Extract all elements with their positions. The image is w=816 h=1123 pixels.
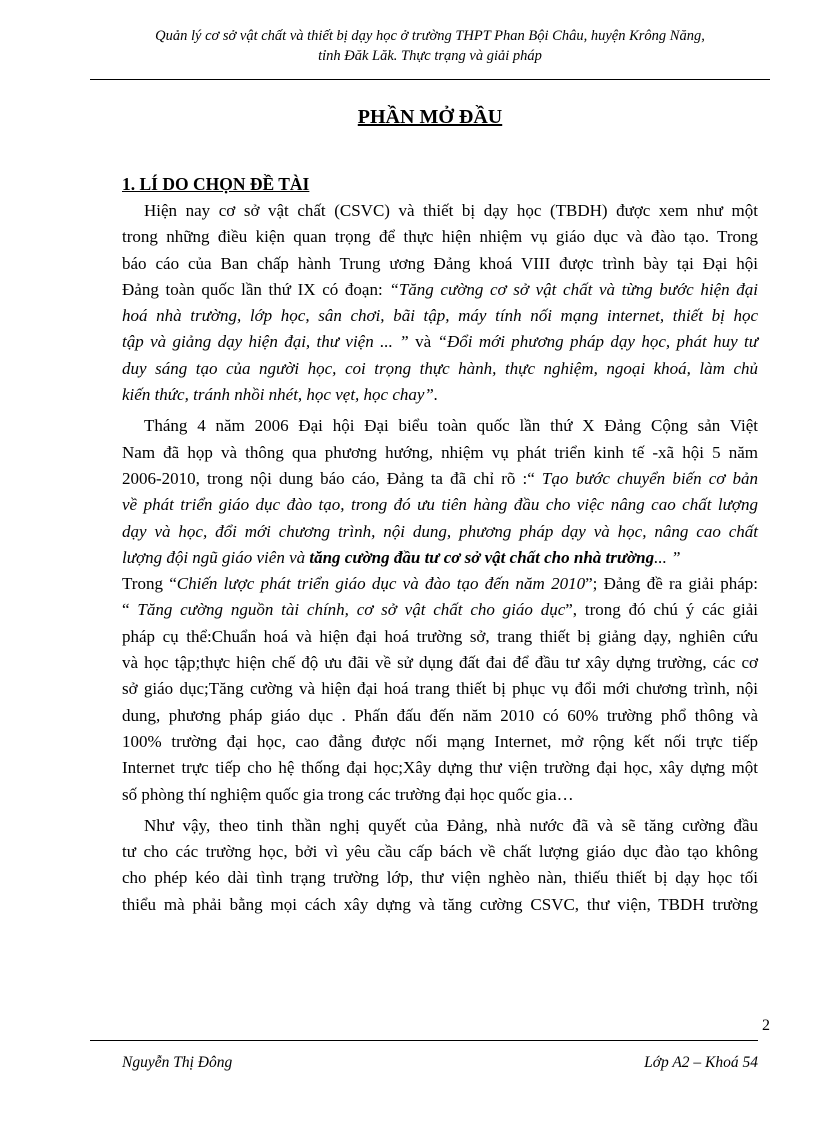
emphasis-run: tăng cường đầu tư cơ sở vật chất cho nhà trường	[309, 547, 655, 567]
quote-run: Tăng cường nguồn tài chính, cơ sở vật chất cho giáo dục	[137, 600, 566, 620]
header-divider	[90, 79, 770, 80]
quote-run: “Tăng cường cơ sở vật chất và từng bước hiện đại	[389, 279, 758, 299]
text-line: pháp cụ thể:Chuẩn hoá và hiện đại hoá trường sở, trang thiết bị giảng dạy, nghiên cứu	[122, 626, 758, 646]
footer-class: Lớp A2 – Khoá 54	[644, 1054, 758, 1071]
text-line: số phòng thí nghiệm quốc gia trong các trường đại học quốc gia…	[122, 784, 574, 804]
section-heading: 1. LÍ DO CHỌN ĐỀ TÀI	[122, 174, 310, 194]
quote-run: ... ”	[654, 547, 681, 567]
text-run: “	[122, 600, 138, 620]
text-line: hoá nhà trường, lớp học, sân chơi, bãi tập, máy tính nối mạng internet, thiết bị học	[122, 306, 758, 326]
body-text	[122, 170, 758, 918]
text-line: Hiện nay cơ sở vật chất (CSVC) và thiết bị dạy học (TBDH) được xem như một	[144, 201, 758, 220]
text-run: 2006-2010, trong nội dung báo cáo, Đảng ta đã chỉ rõ :“	[122, 468, 542, 488]
page-title-text: PHẦN MỞ ĐẦU	[357, 106, 503, 128]
text-line: Tháng 4 năm 2006 Đại hội Đại biểu toàn quốc lần thứ X Đảng Cộng sản Việt	[144, 416, 758, 436]
text-line	[122, 466, 758, 492]
text-line: cho phép kéo dài tình trạng trường lớp, thư viện nghèo nàn, thiếu thiết bị dạy học tối	[122, 868, 758, 888]
text-line	[122, 329, 758, 355]
footer-author: Nguyễn Thị Đông	[122, 1054, 233, 1071]
text-line: kiến thức, tránh nhồi nhét, học vẹt, học chay”.	[122, 385, 439, 405]
text-line: 100% trường đại học, cao đẳng được nối mạng Internet, mở rộng kết nối trực tiếp	[122, 731, 758, 751]
page-number: 2	[762, 1017, 770, 1034]
text-line: Internet trực tiếp cho hệ thống đại học;Xây dựng thư viện trường đại học, xây dựng một	[122, 758, 758, 778]
text-line	[122, 545, 758, 571]
text-line: dạy và học, đổi mới chương trình, nội dung, phương pháp dạy và học, nâng cao chất	[122, 521, 758, 541]
text-line: sở giáo dục;Tăng cường và hiện đại hoá trang thiết bị phục vụ đổi mới chương trình, nội	[122, 679, 758, 699]
header-line-2: tỉnh Đăk Lăk. Thực trạng và giải pháp	[318, 48, 542, 64]
text-line: thiểu mà phải bằng mọi cách xây dựng và tăng cường CSVC, thư viện, TBDH trường	[122, 894, 758, 914]
quote-run: “Đổi mới phương pháp dạy học, phát huy tư	[437, 332, 759, 352]
text-line: về phát triển giáo dục đào tạo, trong đó ưu tiên hàng đầu cho việc nâng cao chất lượng	[122, 495, 758, 515]
running-header	[90, 26, 770, 66]
quote-run: lượng đội ngũ giáo viên và	[122, 547, 310, 567]
text-run: Đảng toàn quốc lần thứ IX có đoạn:	[122, 279, 390, 299]
text-run: ”, trong đó chú ý các giải	[565, 600, 758, 620]
quote-run: tập và giảng dạy hiện đại, thư viện ... ”	[122, 332, 409, 352]
text-line: trong những điều kiện quan trọng để thực hiện nhiệm vụ giáo dục và đào tạo. Trong	[122, 227, 758, 247]
text-line: Như vậy, theo tinh thần nghị quyết của Đảng, nhà nước đã và sẽ tăng cường đầu	[144, 815, 758, 835]
text-line: duy sáng tạo của người học, coi trọng thực hành, thực nghiệm, ngoại khoá, làm chủ	[122, 358, 758, 378]
text-line: Nam đã họp và thông qua phương hướng, nhiệm vụ phát triển kinh tế -xã hội 5 năm	[122, 442, 758, 462]
text-line	[122, 277, 758, 303]
quote-run: Tạo bước chuyển biến cơ bản	[541, 468, 758, 488]
text-line: dung, phương pháp giáo dục . Phấn đấu đến năm 2010 có 60% trường phổ thông và	[122, 705, 758, 725]
text-line: báo cáo của Ban chấp hành Trung ương Đảng khoá VIII được trình bày tại Đại hội	[122, 253, 758, 273]
text-line	[122, 597, 758, 623]
footer-divider	[90, 1040, 758, 1041]
text-run: ”; Đảng đề ra giải pháp:	[585, 574, 758, 594]
text-run: và	[408, 332, 438, 352]
text-line: tư cho các trường học, bởi vì yêu cầu cấp bách về chất lượng giáo dục đào tạo không	[122, 842, 758, 862]
text-line	[100, 571, 758, 597]
page-title	[90, 103, 770, 131]
text-line: và học tập;thực hiện chế độ ưu đãi về sử dụng đất đai để đầu tư xây dựng trường, các cơ	[122, 653, 758, 673]
header-line-1: Quản lý cơ sở vật chất và thiết bị dạy học ở trường THPT Phan Bội Châu, huyện Krông Năng,	[155, 28, 705, 44]
quote-run: Chiến lược phát triển giáo dục và đào tạo đến năm 2010	[176, 574, 586, 594]
text-run: Trong “	[122, 574, 177, 594]
